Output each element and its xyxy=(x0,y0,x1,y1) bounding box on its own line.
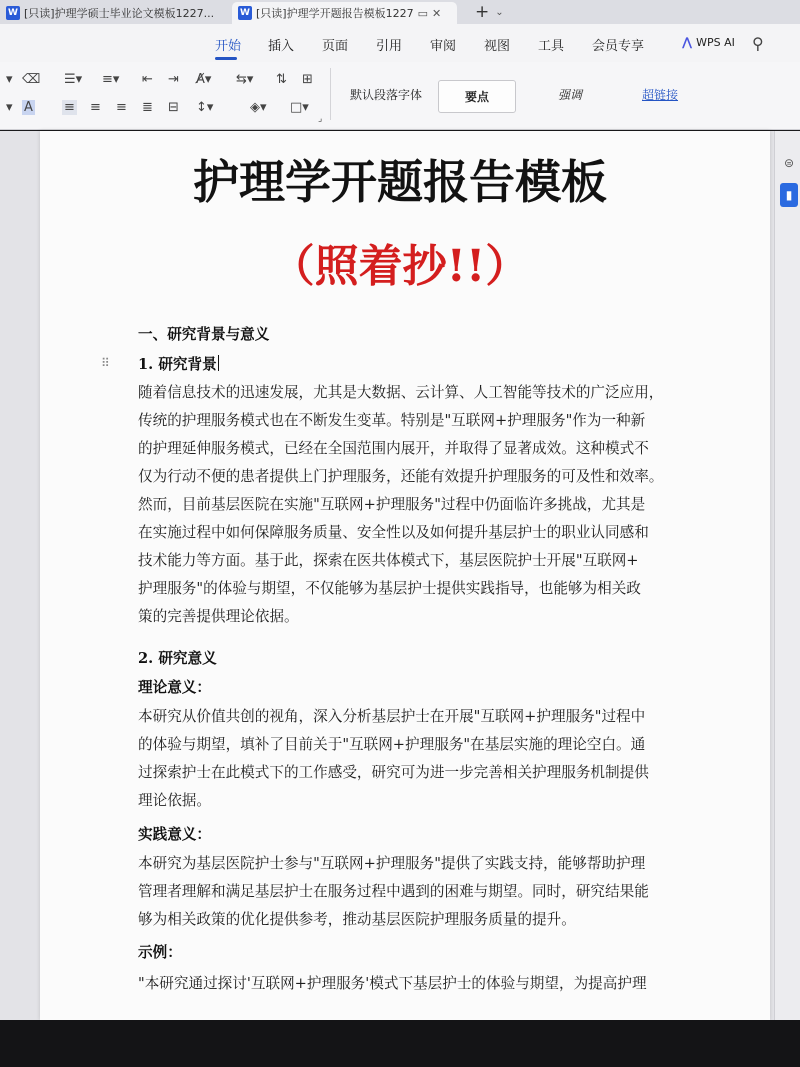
menu-reference[interactable]: 引用 xyxy=(376,39,403,54)
label-theoretical-significance: 理论意义： xyxy=(138,679,211,696)
practice-paragraph[interactable] xyxy=(138,850,678,934)
ribbon-separator xyxy=(330,68,331,120)
style-default-paragraph-font[interactable]: 默认段落字体 xyxy=(350,88,423,102)
drag-handle-icon[interactable]: ⠿ xyxy=(101,356,109,370)
tab-thesis-template[interactable] xyxy=(0,2,232,24)
document-subtitle: （照着抄!!） xyxy=(270,241,530,292)
eraser-icon[interactable]: ⌫ xyxy=(22,72,41,87)
paragraph-line: 在实施过程中如何保障服务质量、安全性以及如何提升基层护士的职业认同感和 xyxy=(138,524,649,541)
bullet-list-icon[interactable]: ☰▾ xyxy=(64,72,83,87)
char-spacing-icon[interactable]: A̸▾ xyxy=(196,72,212,87)
font-color-icon[interactable]: A xyxy=(24,100,33,115)
section-heading-background-significance: 一、研究背景与意义 xyxy=(138,326,270,343)
text-cursor xyxy=(218,355,219,371)
paragraph-line: 本研究为基层医院护士参与"互联网+护理服务"提供了实践支持，能够帮助护理 xyxy=(138,855,646,872)
expand-icon[interactable]: ⌟ xyxy=(318,114,323,124)
menu-tools[interactable]: 工具 xyxy=(538,39,565,54)
style-hyperlink[interactable]: 超链接 xyxy=(642,88,679,102)
style-gallery xyxy=(340,68,800,120)
style-panel-icon[interactable]: ⊜ xyxy=(783,156,795,170)
menu-review[interactable]: 审阅 xyxy=(430,39,457,54)
paragraph-line: 随着信息技术的迅速发展，尤其是大数据、云计算、人工智能等技术的广泛应用， xyxy=(138,384,664,401)
paragraph-line: 策的完善提供理论依据。 xyxy=(138,608,299,625)
style-emphasis[interactable]: 强调 xyxy=(558,88,583,102)
line-spacing-icon[interactable]: ↕▾ xyxy=(196,100,214,115)
tab-title: [只读]护理学开题报告模板1227 xyxy=(256,7,414,20)
decrease-indent-icon[interactable]: ⇤ xyxy=(142,72,153,87)
menu-view[interactable]: 视图 xyxy=(484,39,511,54)
screen-icon[interactable]: ▭ xyxy=(417,6,428,20)
tab-title: [只读]护理学硕士毕业论文模板1227... xyxy=(24,7,215,20)
dropdown-icon[interactable]: ▾ xyxy=(6,100,13,115)
label-practical-significance: 实践意义： xyxy=(138,826,211,843)
numbered-list-icon[interactable]: ≡▾ xyxy=(102,72,120,87)
tab-strip xyxy=(0,0,800,24)
increase-indent-icon[interactable]: ⇥ xyxy=(168,72,179,87)
shading-icon[interactable]: ◈▾ xyxy=(250,100,267,115)
paragraph-line: 的体验与期望，填补了目前关于"互联网+护理服务"在基层实施的理论空白。通 xyxy=(138,736,646,753)
align-right-icon[interactable]: ≡ xyxy=(116,100,127,115)
show-marks-icon[interactable]: ⊞ xyxy=(302,72,313,87)
word-doc-icon: W xyxy=(238,6,252,20)
new-tab-plus-icon[interactable]: + xyxy=(475,2,490,22)
paragraph-line: 本研究从价值共创的视角，深入分析基层护士在开展"互联网+护理服务"过程中 xyxy=(138,708,646,725)
ribbon-toolbar xyxy=(0,62,800,130)
paragraph-line: 理论依据。 xyxy=(138,792,211,809)
justify-icon[interactable]: ≣ xyxy=(142,100,153,115)
subheading-text: 1. 研究背景 xyxy=(138,356,217,373)
menu-insert[interactable]: 插入 xyxy=(268,39,295,54)
example-paragraph[interactable] xyxy=(138,970,678,998)
border-icon[interactable]: □▾ xyxy=(290,100,309,115)
text-direction-icon[interactable]: ⇆▾ xyxy=(236,72,254,87)
paragraph-line: 够为相关政策的优化提供参考，推动基层医院护理服务质量的提升。 xyxy=(138,911,576,928)
label-example: 示例： xyxy=(138,944,182,961)
close-icon[interactable]: ✕ xyxy=(431,6,442,20)
document-title: 护理学开题报告模板 xyxy=(193,155,607,209)
paragraph-line: 技术能力等方面。基于此，探索在医共体模式下，基层医院护士开展"互联网+ xyxy=(138,552,639,569)
paragraph-line: 仅为行动不便的患者提供上门护理服务，还能有效提升护理服务的可及性和效率。 xyxy=(138,468,664,485)
sort-icon[interactable]: ⇅ xyxy=(276,72,287,87)
paragraph-line: 过探索护士在此模式下的工作感受，研究可为进一步完善相关护理服务机制提供 xyxy=(138,764,649,781)
style-key-point[interactable]: 要点 xyxy=(438,80,516,113)
wps-ai-icon: ⋀ xyxy=(682,35,693,49)
menu-member[interactable]: 会员专享 xyxy=(592,39,645,54)
wps-ai-button[interactable] xyxy=(682,35,735,49)
wps-ai-label: WPS AI xyxy=(696,35,735,49)
menu-page[interactable]: 页面 xyxy=(322,39,349,54)
menu-bar xyxy=(0,24,800,62)
subheading-research-background xyxy=(138,353,219,374)
search-icon[interactable]: ⚲ xyxy=(752,34,764,53)
subheading-research-significance: 2. 研究意义 xyxy=(138,650,217,667)
paragraph-line: "本研究通过探讨'互联网+护理服务'模式下基层护士的体验与期望，为提高护理 xyxy=(138,975,647,992)
paragraph-line: 传统的护理服务模式也在不断发生变革。特别是"互联网+护理服务"作为一种新 xyxy=(138,412,646,429)
paragraph-line: 的护理延伸服务模式，已经在全国范围内展开，并取得了显著成效。这种模式不 xyxy=(138,440,649,457)
align-left-icon[interactable]: ≡ xyxy=(64,100,75,115)
dropdown-icon[interactable]: ▾ xyxy=(6,72,13,87)
theory-paragraph[interactable] xyxy=(138,703,678,815)
align-center-icon[interactable]: ≡ xyxy=(90,100,101,115)
chevron-down-icon[interactable]: ⌄ xyxy=(495,6,504,18)
word-doc-icon: W xyxy=(6,6,20,20)
panel-toggle-icon[interactable]: ▮ xyxy=(780,183,798,207)
screen-bezel xyxy=(0,1020,800,1067)
background-paragraph[interactable] xyxy=(138,379,678,631)
paragraph-line: 管理者理解和满足基层护士在服务过程中遇到的困难与期望。同时，研究结果能 xyxy=(138,883,649,900)
menu-home[interactable]: 开始 xyxy=(215,39,242,54)
distribute-icon[interactable]: ⊟ xyxy=(168,100,179,115)
paragraph-line: 然而，目前基层医院在实施"互联网+护理服务"过程中仍面临许多挑战，尤其是 xyxy=(138,496,646,513)
paragraph-line: 护理服务"的体验与期望，不仅能够为基层护士提供实践指导，也能够为相关政 xyxy=(138,580,641,597)
active-tab-indicator xyxy=(215,57,237,60)
tab-proposal-template[interactable] xyxy=(232,2,457,24)
